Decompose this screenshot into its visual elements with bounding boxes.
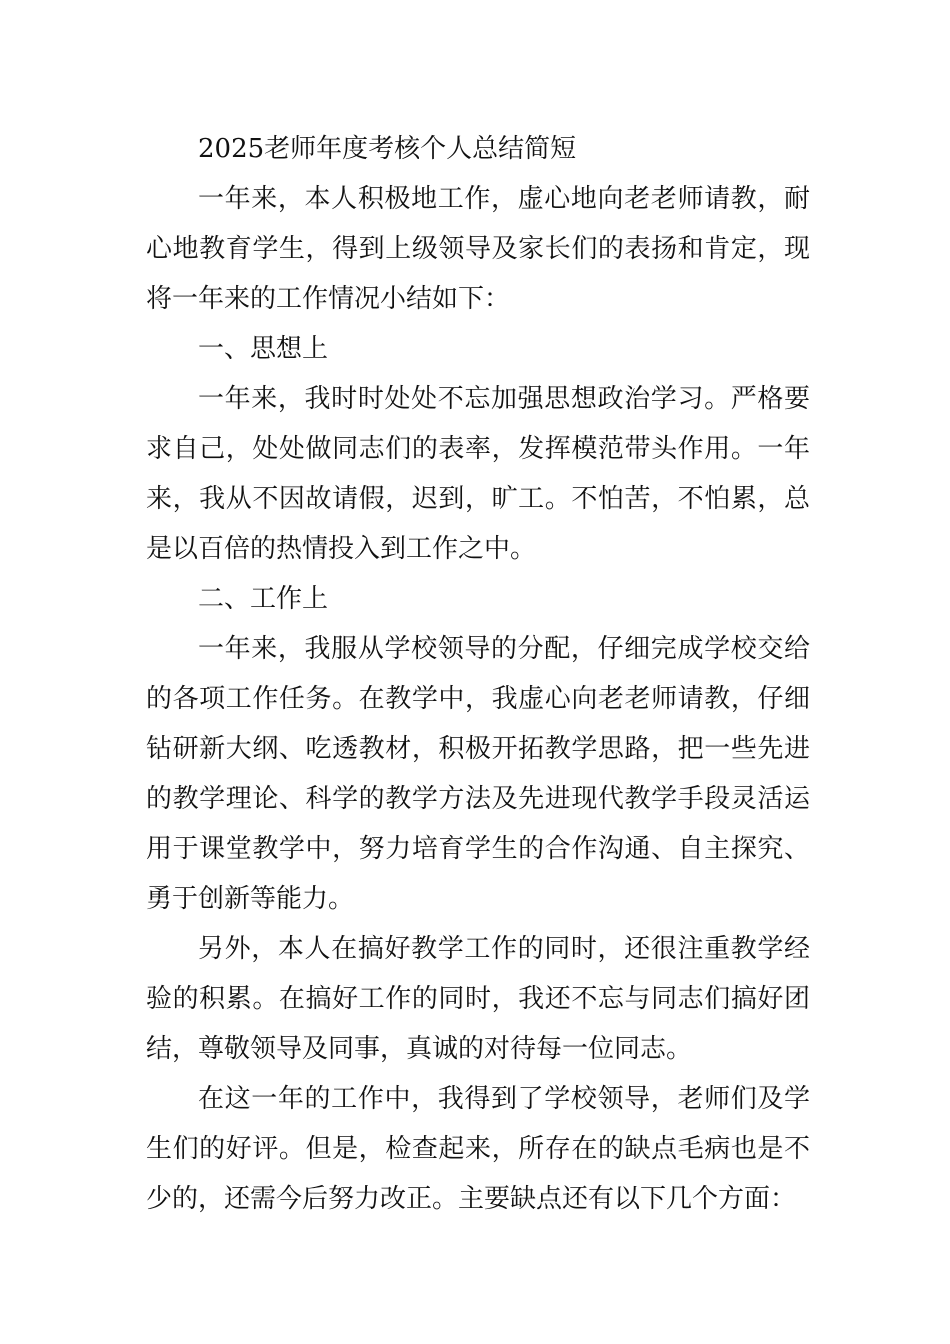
paragraph-work: 一年来，我服从学校领导的分配，仔细完成学校交给的各项工作任务。在教学中，我虚心向老老师请教，仔细钻研新大纲、吃透教材，积极开拓教学思路，把一些先进的教学理论、科学的教学方法及先进现代教学手段灵活运用于课堂教学中，努力培育学生的合作沟通、自主探究、勇于创新等能力。 [146, 634, 810, 914]
paragraph-intro: 一年来，本人积极地工作，虚心地向老老师请教，耐心地教育学生，得到上级领导及家长们的表扬和肯定，现将一年来的工作情况小结如下： [146, 184, 810, 314]
paragraph-review: 在这一年的工作中，我得到了学校领导，老师们及学生们的好评。但是，检查起来，所存在的缺点毛病也是不少的，还需今后努力改正。主要缺点还有以下几个方面： [146, 1084, 810, 1214]
section-heading-work: 二、工作上 [198, 584, 329, 614]
document-title: 2025老师年度考核个人总结简短 [198, 134, 577, 164]
section-heading-thought: 一、思想上 [198, 334, 329, 364]
document-body [146, 124, 810, 1224]
paragraph-experience: 另外，本人在搞好教学工作的同时，还很注重教学经验的积累。在搞好工作的同时，我还不忘与同志们搞好团结，尊敬领导及同事，真诚的对待每一位同志。 [146, 934, 810, 1064]
paragraph-thought: 一年来，我时时处处不忘加强思想政治学习。严格要求自己，处处做同志们的表率，发挥模范带头作用。一年来，我从不因故请假，迟到，旷工。不怕苦，不怕累，总是以百倍的热情投入到工作之中。 [146, 384, 810, 564]
